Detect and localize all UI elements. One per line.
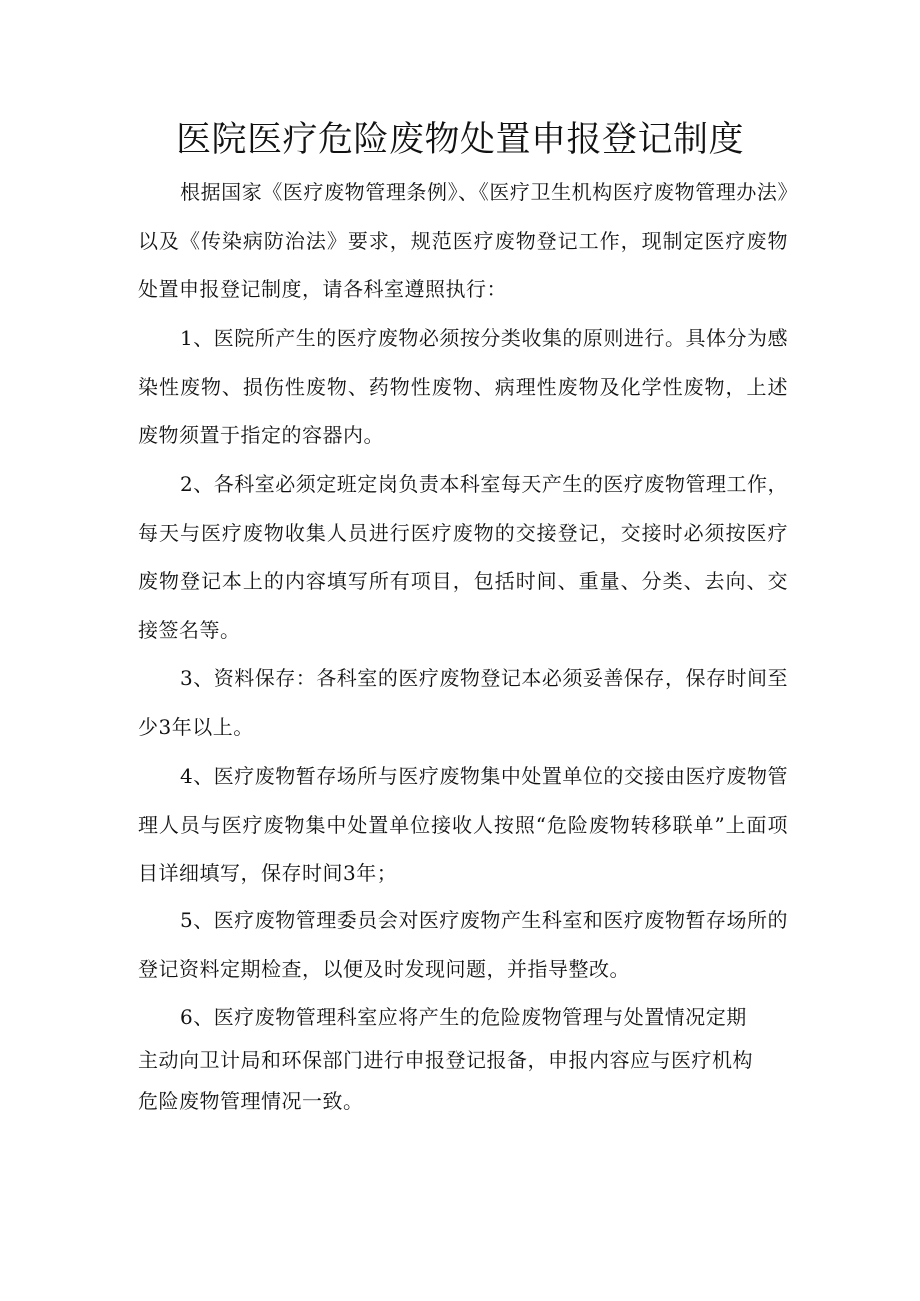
rule-paragraph-6 bbox=[138, 994, 788, 1122]
rule-6-line-2: 主动向卫计局和环保部门进行申报登记报备，申报内容应与医疗机构 bbox=[138, 1048, 753, 1072]
document-title: 医院医疗危险废物处置申报登记制度 bbox=[175, 120, 744, 160]
rule-paragraph-1: 1、医院所产生的医疗废物必须按分类收集的原则进行。具体分为感染性废物、损伤性废物、药物性废物、病理性废物及化学性废物，上述废物须置于指定的容器内。 bbox=[138, 326, 788, 447]
rule-6-line-3: 危险废物管理情况一致。 bbox=[138, 1089, 364, 1113]
intro-paragraph: 根据国家《医疗废物管理条例》、《医疗卫生机构医疗废物管理办法》以及《传染病防治法》要求，规范医疗废物登记工作，现制定医疗废物处置申报登记制度，请各科室遵照执行： bbox=[138, 180, 788, 301]
rule-paragraph-4: 4、医疗废物暂存场所与医疗废物集中处置单位的交接由医疗废物管理人员与医疗废物集中处置单位接收人按照“危险废物转移联单”上面项目详细填写，保存时间3年； bbox=[138, 764, 788, 885]
rule-paragraph-3: 3、资料保存：各科室的医疗废物登记本必须妥善保存，保存时间至少3年以上。 bbox=[138, 666, 788, 739]
rule-paragraph-5: 5、医疗废物管理委员会对医疗废物产生科室和医疗废物暂存场所的登记资料定期检查，以便及时发现问题，并指导整改。 bbox=[138, 908, 788, 981]
rule-6-line-1: 6、医疗废物管理科室应将产生的危险废物管理与处置情况定期 bbox=[180, 1005, 747, 1029]
rule-paragraph-2: 2、各科室必须定班定岗负责本科室每天产生的医疗废物管理工作，每天与医疗废物收集人员进行医疗废物的交接登记，交接时必须按医疗废物登记本上的内容填写所有项目，包括时间、重量、分类、去向、交接签名等。 bbox=[138, 472, 788, 642]
